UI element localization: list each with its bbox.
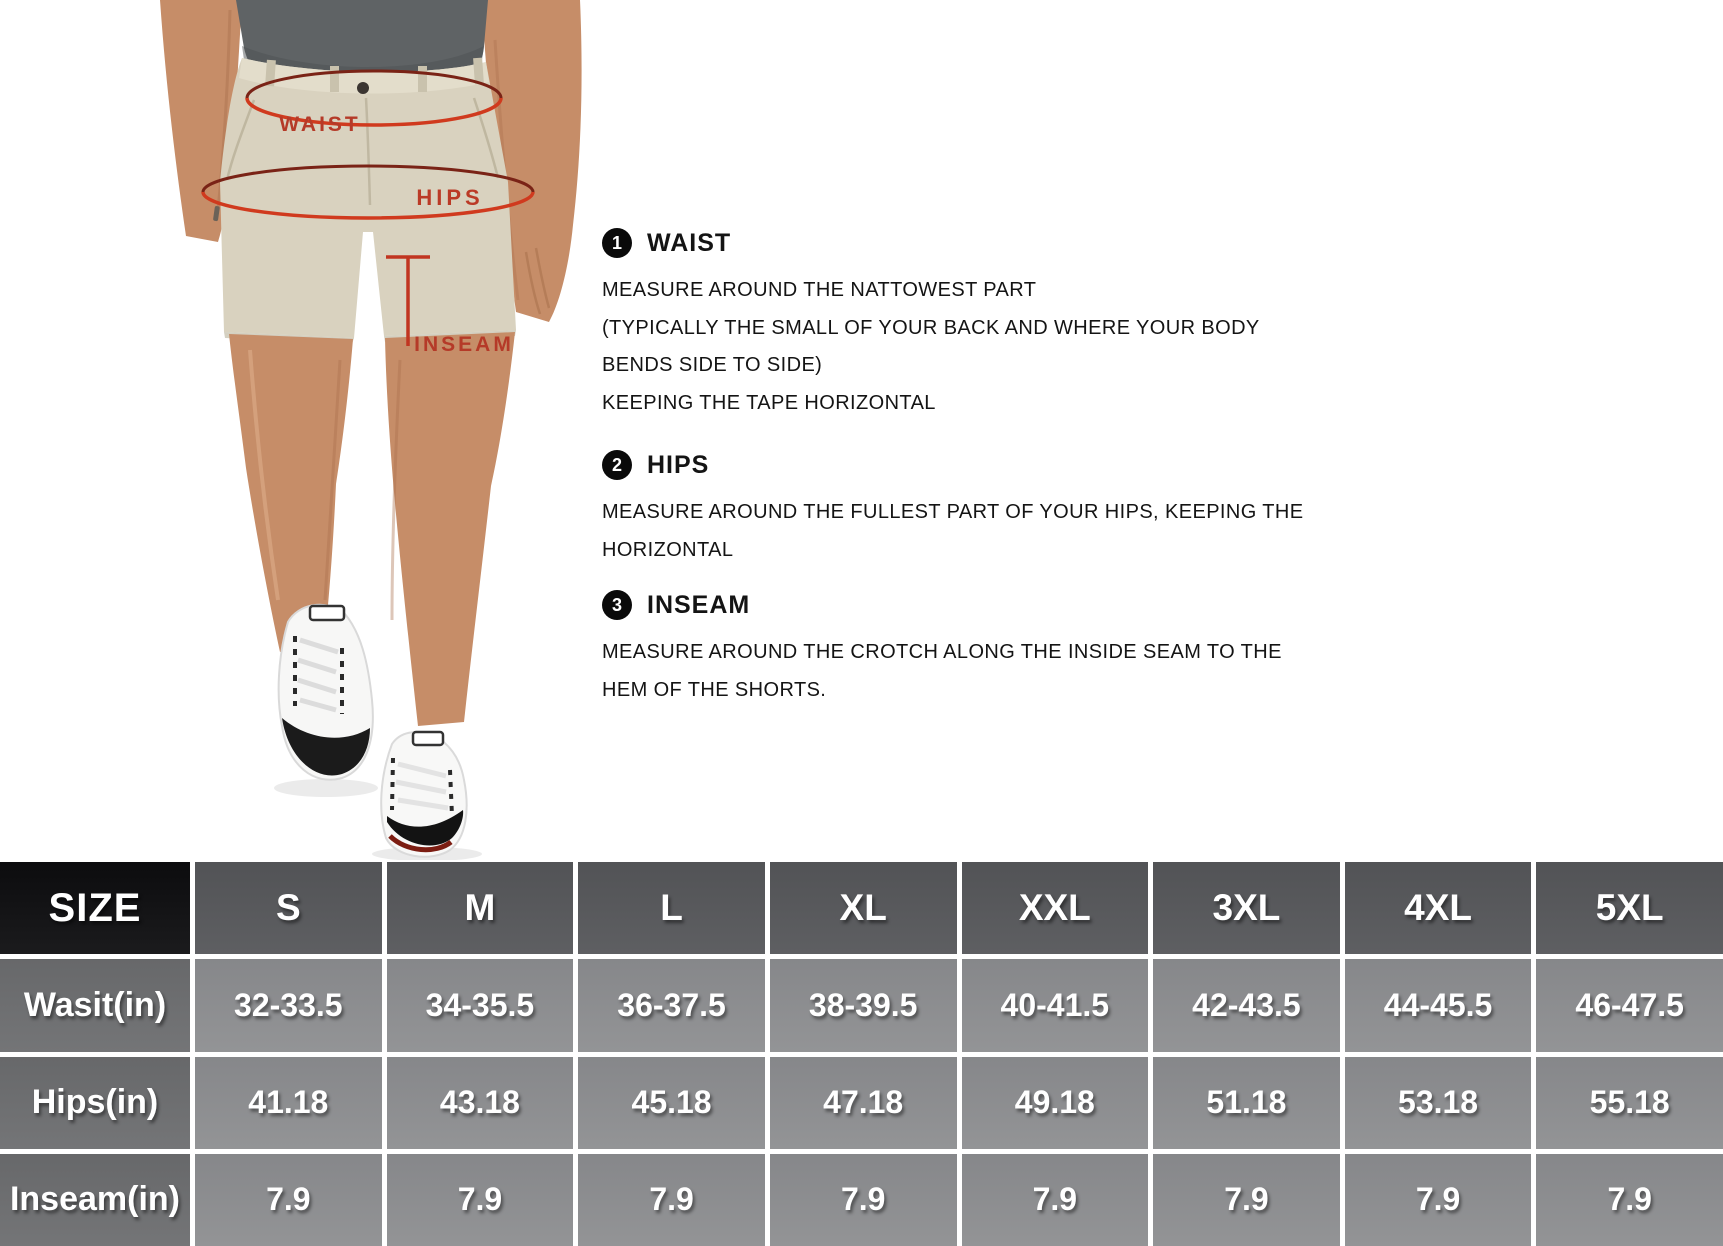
table-cell: 46-47.5 <box>1536 959 1723 1051</box>
instruction-inseam-heading <box>602 590 1372 620</box>
table-header-cell-3xl: 3XL <box>1153 862 1340 954</box>
instruction-hips-title: HIPS <box>647 450 710 479</box>
waist-figure-label: WAIST <box>279 113 361 136</box>
instruction-line: MEASURE AROUND THE FULLEST PART OF YOUR HIPS, KEEPING THE <box>602 501 1304 523</box>
table-header-cell-l: L <box>578 862 765 954</box>
badge-2-icon: 2 <box>602 450 632 480</box>
instruction-inseam-body <box>602 634 1372 709</box>
row-label-inseam: Inseam(in) <box>0 1154 190 1246</box>
model-photo <box>130 0 600 860</box>
table-header-cell-m: M <box>387 862 574 954</box>
table-cell: 44-45.5 <box>1345 959 1532 1051</box>
table-header-cell-xxl: XXL <box>962 862 1149 954</box>
instruction-line: (TYPICALLY THE SMALL OF YOUR BACK AND WHERE YOUR BODY <box>602 316 1260 339</box>
table-header-cell-s: S <box>195 862 382 954</box>
instruction-waist-title: WAIST <box>647 228 732 257</box>
table-cell: 47.18 <box>770 1057 957 1149</box>
table-header-cell-5xl: 5XL <box>1536 862 1723 954</box>
row-label-waist: Wasit(in) <box>0 959 190 1051</box>
table-cell: 7.9 <box>1536 1154 1723 1246</box>
badge-1-icon: 1 <box>602 228 632 258</box>
table-cell: 7.9 <box>770 1154 957 1246</box>
table-cell: 38-39.5 <box>770 959 957 1051</box>
table-cell: 34-35.5 <box>387 959 574 1051</box>
instruction-waist-heading <box>602 228 1372 258</box>
table-header-cell-xl: XL <box>770 862 957 954</box>
table-cell: 40-41.5 <box>962 959 1149 1051</box>
row-label-hips: Hips(in) <box>0 1057 190 1149</box>
table-cell: 7.9 <box>962 1154 1149 1246</box>
instruction-hips <box>602 450 1372 569</box>
table-cell: 45.18 <box>578 1057 765 1149</box>
table-cell: 7.9 <box>195 1154 382 1246</box>
instruction-line: HEM OF THE SHORTS. <box>602 678 827 701</box>
table-corner-cell: SIZE <box>0 862 190 954</box>
table-cell: 32-33.5 <box>195 959 382 1051</box>
instruction-line: KEEPING THE TAPE HORIZONTAL <box>602 391 936 414</box>
instruction-hips-body <box>602 494 1372 569</box>
right-leg <box>385 332 515 726</box>
table-cell: 43.18 <box>387 1057 574 1149</box>
instruction-waist <box>602 228 1372 422</box>
table-header-cell-4xl: 4XL <box>1345 862 1532 954</box>
instruction-waist-body <box>602 272 1372 422</box>
hips-figure-label: HIPS <box>416 185 484 210</box>
table-cell: 49.18 <box>962 1057 1149 1149</box>
size-chart-table <box>0 862 1723 1246</box>
instruction-line: HORIZONTAL <box>602 538 734 561</box>
instruction-line: MEASURE AROUND THE CROTCH ALONG THE INSIDE SEAM TO THE <box>602 641 1282 663</box>
instruction-inseam <box>602 590 1372 709</box>
table-cell: 53.18 <box>1345 1057 1532 1149</box>
table-cell: 7.9 <box>578 1154 765 1246</box>
instruction-line: MEASURE AROUND THE NATTOWEST PART <box>602 279 1037 301</box>
table-cell: 7.9 <box>1153 1154 1340 1246</box>
table-cell: 51.18 <box>1153 1057 1340 1149</box>
shorts-button <box>357 82 369 94</box>
instruction-hips-heading <box>602 450 1372 480</box>
table-cell: 7.9 <box>1345 1154 1532 1246</box>
inseam-figure-label: INSEAM <box>414 333 514 356</box>
left-leg <box>229 334 353 652</box>
table-cell: 42-43.5 <box>1153 959 1340 1051</box>
table-cell: 55.18 <box>1536 1057 1723 1149</box>
table-cell: 36-37.5 <box>578 959 765 1051</box>
instruction-line: BENDS SIDE TO SIDE) <box>602 354 823 376</box>
model-figure <box>130 0 600 860</box>
table-cell: 7.9 <box>387 1154 574 1246</box>
table-cell: 41.18 <box>195 1057 382 1149</box>
instruction-inseam-title: INSEAM <box>647 590 751 619</box>
badge-3-icon: 3 <box>602 590 632 620</box>
